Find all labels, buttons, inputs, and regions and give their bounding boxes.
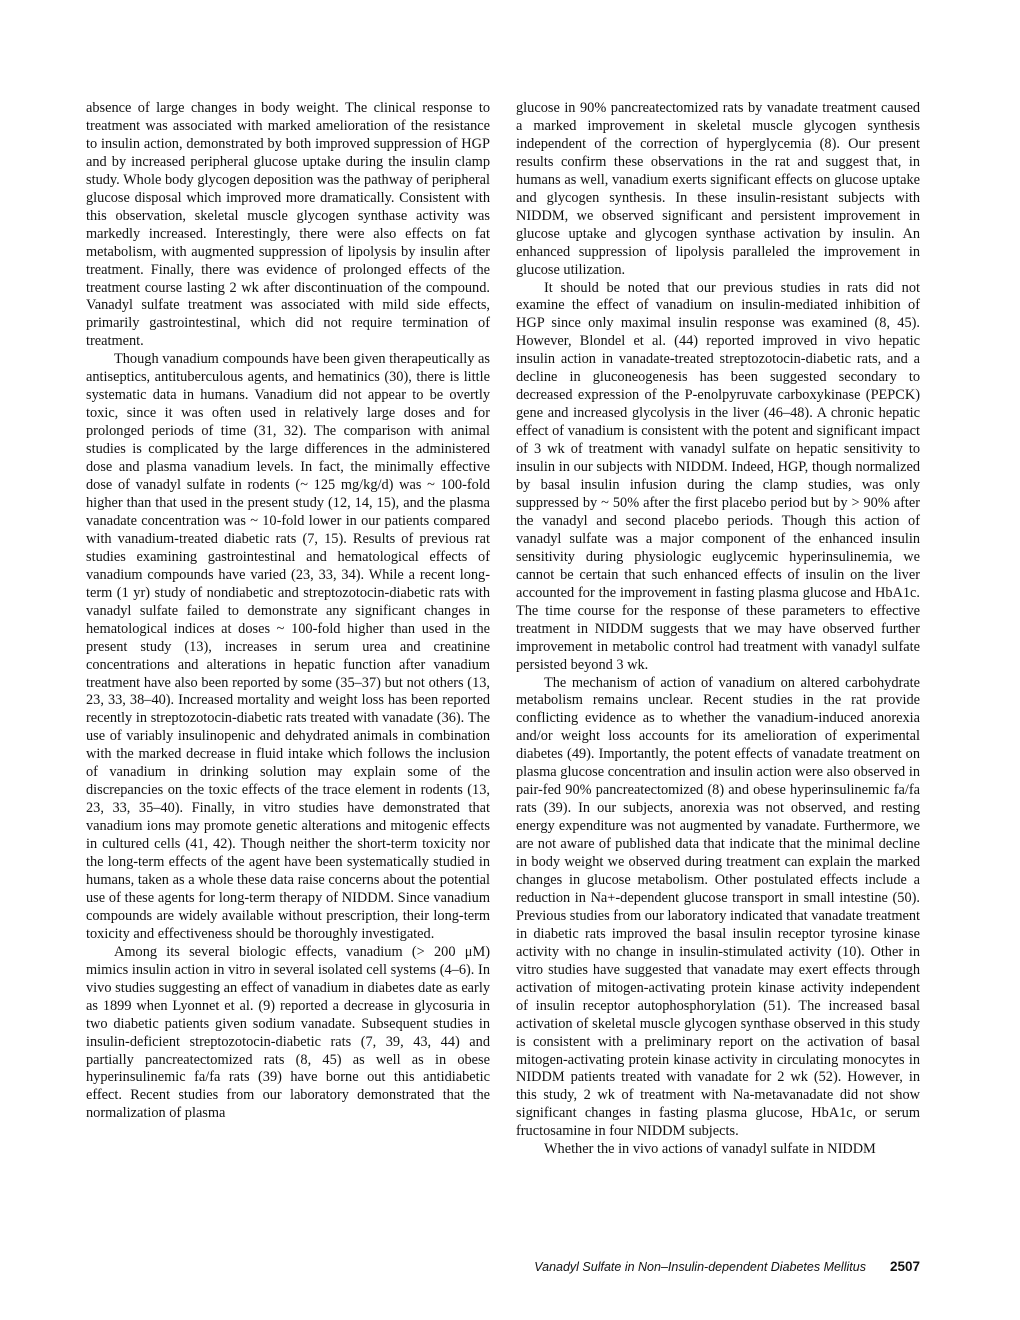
paragraph: The mechanism of action of vanadium on altered carbohydrate metabolism remains unclear. Recent studies in the rat provide conflicting evidence as to whether the vanadium-induced anorexia and/or weight loss accounts for its amelioration of experimental diabetes (49). Importantly, the potent effects of vanadate treatment on plasma glucose concentration and insulin action were also observed in pair-fed 90% pancreatectomized (8) and obese hyperinsulinemic fa/fa rats (39). In our subjects, anorexia was not observed, and resting energy expenditure was not augmented by vanadate. Furthermore, we are not aware of published data that indicate that the minimal decline in body weight we observed during treatment can explain the marked changes in glucose metabolism. Other postulated effects include a reduction in Na+-dependent glucose transport in small intestine (50). Previous studies from our laboratory indicated that vanadate treatment in diabetic rats improved the basal insulin receptor tyrosine kinase activity with no change in insulin-stimulated activity (10). Other in vitro studies have suggested that vanadate may exert effects through activation of mitogen-activating protein kinase activity independent of insulin receptor autophosphorylation (51). The increased basal activation of skeletal muscle glycogen synthase observed in this study is consistent with a preliminary report on the activation of basal mitogen-activating protein kinase activity in circulating monocytes in NIDDM patients treated with vanadate for 2 wk (52). However, in this study, 2 wk of treatment with Na-metavanadate did not show significant changes in fasting plasma glucose, HbA1c, or serum fructosamine in four NIDDM subjects. [516,674,920,1140]
paragraph: glucose in 90% pancreatectomized rats by vanadate treatment caused a marked improvement in skeletal muscle glycogen synthesis independent of the correction of hyperglycemia (8). Our present results confirm these observations in the rat and suggest that, in humans as well, vanadium exerts significant effects on glucose uptake and glycogen synthesis. In these insulin-resistant subjects with NIDDM, we observed significant and persistent improvement in glucose uptake and glycogen synthase activation by insulin. An enhanced suppression of lipolysis paralleled the improvement in glucose utilization. [516,100,920,278]
left-column [86,100,490,1123]
paragraph: absence of large changes in body weight. The clinical response to treatment was associated with marked amelioration of the resistance to insulin action, demonstrated by both improved suppression of HGP and by increased peripheral glucose uptake during the insulin clamp study. Whole body glycogen deposition was the pathway of peripheral glucose disposal which improved more dramatically. Consistent with this observation, skeletal muscle glycogen synthase activity was markedly increased. Interestingly, there were also effects on fat metabolism, with augmented suppression of lipolysis by insulin after treatment. Finally, there was evidence of prolonged effects of the treatment course lasting 2 wk after discontinuation of the compound. Vanadyl sulfate treatment was associated with mild side effects, primarily gastrointestinal, which did not require termination of treatment. [86,100,490,350]
paragraph: It should be noted that our previous studies in rats did not examine the effect of vanadium on insulin-mediated inhibition of HGP since only maximal insulin response was examined (8, 45). However, Blondel et al. (44) reported improved in vivo hepatic insulin action in vanadate-treated streptozotocin-diabetic rats, and a decline in gluconeogenesis has been suggested secondary to decreased expression of the P-enolpyruvate carboxykinase (PEPCK) gene and increased glycolysis in the liver (46–48). A chronic hepatic effect of vanadium is consistent with the potent and significant impact of 3 wk of treatment with vanadyl sulfate on hepatic sensitivity to insulin in our subjects with NIDDM. Indeed, HGP, though normalized by basal insulin infusion during the clamp studies, was only suppressed by ~ 50% after the first placebo period but by > 90% after the vanadyl and second placebo periods. Though this action of vanadyl sulfate was a major component of the enhanced insulin sensitivity during physiologic euglycemic hyperinsulinemia, we cannot be certain that such enhanced effects of insulin on the liver accounted for the improvement in fasting plasma glucose and HbA1c. The time course for the response of these parameters to effective treatment in NIDDM suggests that we may have observed further improvement in metabolic control had treatment with vanadyl sulfate persisted beyond 3 wk. [516,279,920,673]
paragraph: Whether the in vivo actions of vanadyl sulfate in NIDDM [544,1141,876,1158]
page-footer [506,1259,920,1274]
paragraph: Among its several biologic effects, vanadium (> 200 μM) mimics insulin action in vitro in several isolated cell systems (4–6). In vivo studies suggesting an effect of vanadium in diabetes date as early as 1899 when Lyonnet et al. (9) reported a decrease in glycosuria in two diabetic patients given sodium vanadate. Subsequent studies in insulin-deficient streptozotocin-diabetic rats (7, 39, 43, 44) and partially pancreatectomized rats (8, 45) as well as in obese hyperinsulinemic fa/fa rats (39) have borne out this antidiabetic effect. Recent studies from our laboratory demonstrated that the normalization of plasma [86,943,490,1122]
paragraph: Though vanadium compounds have been given therapeutically as antiseptics, antituberculous agents, and hematinics (30), there is little systematic data in humans. Vanadium did not appear to be overtly toxic, since it was often used in relatively large doses and for prolonged periods of time (31, 32). The comparison with animal studies is complicated by the large differences in the administered dose and plasma vanadium levels. In fact, the minimally effective dose of vanadyl sulfate in rodents (~ 125 mg/kg/d) was ~ 100-fold higher than that used in the present study (12, 14, 15), and the plasma vanadate concentration was ~ 10-fold lower in our patients compared with vanadium-treated diabetic rats (7, 15). Results of previous rat studies examining gastrointestinal and hematological effects of vanadium compounds have varied (23, 33, 34). While a recent long-term (1 yr) study of nondiabetic and streptozotocin-diabetic rats with vanadyl sulfate failed to demonstrate any significant changes in hematological indices at doses ~ 100-fold higher than used in the present study (13), increases in serum urea and creatinine concentrations and alterations in hepatic function after vanadium treatment have also been reported by some (35–37) but not others (13, 23, 33, 38–40). Increased mortality and weight loss has been reported recently in streptozotocin-diabetic rats treated with vanadate (36). The use of variably insulinopenic and dehydrated animals in combination with the marked decrease in fluid intake which follows the inclusion of vanadium in drinking solution may explain some of the discrepancies on the toxic effects of the trace element in rodents (13, 23, 33, 35–40). Finally, in vitro studies have demonstrated that vanadium ions may promote genetic alterations and mitogenic effects in cultured cells (41, 42). Though neither the short-term toxicity nor the long-term effects of the agent have been systematically studied in humans, taken as a whole these data raise concerns about the potential use of these agents for long-term therapy of NIDDM. Since vanadium compounds are widely available without prescription, their long-term toxicity and effectiveness should be thoroughly investigated. [86,351,490,942]
right-column [516,100,920,1159]
running-title: Vanadyl Sulfate in Non–Insulin-dependent Diabetes Mellitus [534,1260,866,1274]
page-number: 2507 [889,1259,920,1274]
